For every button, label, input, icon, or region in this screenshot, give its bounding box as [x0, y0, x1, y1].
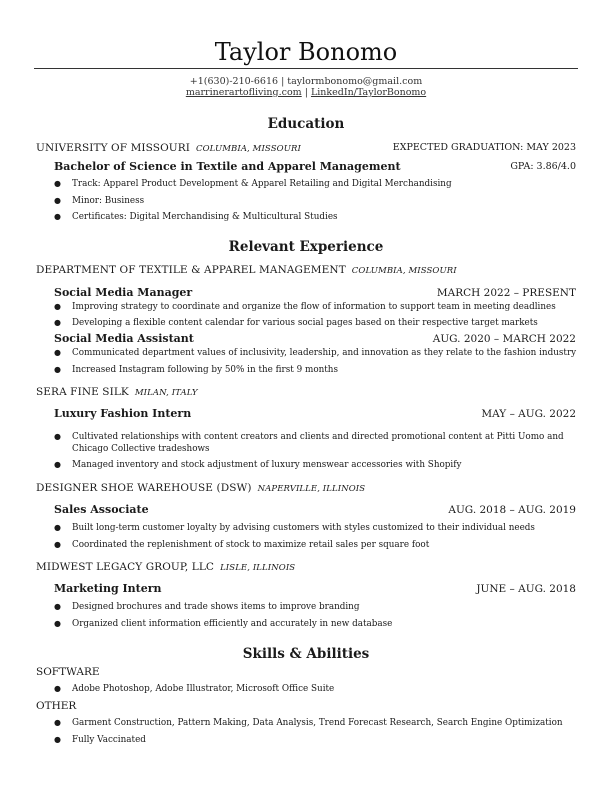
- org-location: MILAN, ITALY: [134, 388, 198, 398]
- section-title-skills: Skills & Abilities: [242, 646, 370, 662]
- role-title: Social Media Manager: [54, 286, 193, 299]
- website-link[interactable]: marrinerartofliving.com: [185, 87, 302, 98]
- header-divider: [34, 68, 578, 69]
- org-name: DESIGNER SHOE WAREHOUSE (DSW) NAPERVILLE, ILLINOIS: [36, 482, 366, 494]
- degree-title: Bachelor of Science in Textile and Apparel Management: [54, 160, 401, 173]
- graduation-date: EXPECTED GRADUATION: MAY 2023: [392, 142, 576, 153]
- links-line: [0, 87, 612, 99]
- org-location: NAPERVILLE, ILLINOIS: [257, 484, 366, 494]
- role-dates: AUG. 2018 – AUG. 2019: [448, 504, 576, 516]
- org-location: LISLE, ILLINOIS: [220, 563, 296, 573]
- org-location: COLUMBIA, MISSOURI: [351, 266, 457, 276]
- software-label: SOFTWARE: [36, 666, 100, 678]
- role-title: Sales Associate: [54, 503, 149, 516]
- role-title: Luxury Fashion Intern: [54, 407, 192, 420]
- linkedin-link[interactable]: LinkedIn/TaylorBonomo: [310, 87, 427, 98]
- section-title-education: Education: [267, 116, 345, 132]
- role-title: Social Media Assistant: [54, 332, 194, 345]
- role-title: Marketing Intern: [54, 582, 162, 595]
- org-name: MIDWEST LEGACY GROUP, LLC LISLE, ILLINOIS: [36, 561, 296, 573]
- role-dates: JUNE – AUG. 2018: [476, 583, 576, 595]
- org-name: SERA FINE SILK MILAN, ITALY: [36, 386, 198, 398]
- section-title-experience: Relevant Experience: [228, 239, 384, 255]
- school-location: COLUMBIA, MISSOURI: [196, 144, 301, 154]
- other-label: OTHER: [36, 700, 77, 712]
- school-name: UNIVERSITY OF MISSOURI COLUMBIA, MISSOURI: [36, 142, 301, 154]
- role-dates: MAY – AUG. 2022: [481, 408, 576, 420]
- org-name: DEPARTMENT OF TEXTILE & APPAREL MANAGEMENT COLUMBIA, MISSOURI: [36, 264, 457, 276]
- role-dates: AUG. 2020 – MARCH 2022: [432, 333, 576, 345]
- contact-line: +1(630)-210-6616 | taylormbonomo@gmail.com: [189, 76, 423, 87]
- role-dates: MARCH 2022 – PRESENT: [436, 287, 576, 299]
- resume-name: Taylor Bonomo: [214, 38, 398, 66]
- links-separator: |: [301, 87, 311, 98]
- gpa: GPA: 3.86/4.0: [510, 161, 576, 172]
